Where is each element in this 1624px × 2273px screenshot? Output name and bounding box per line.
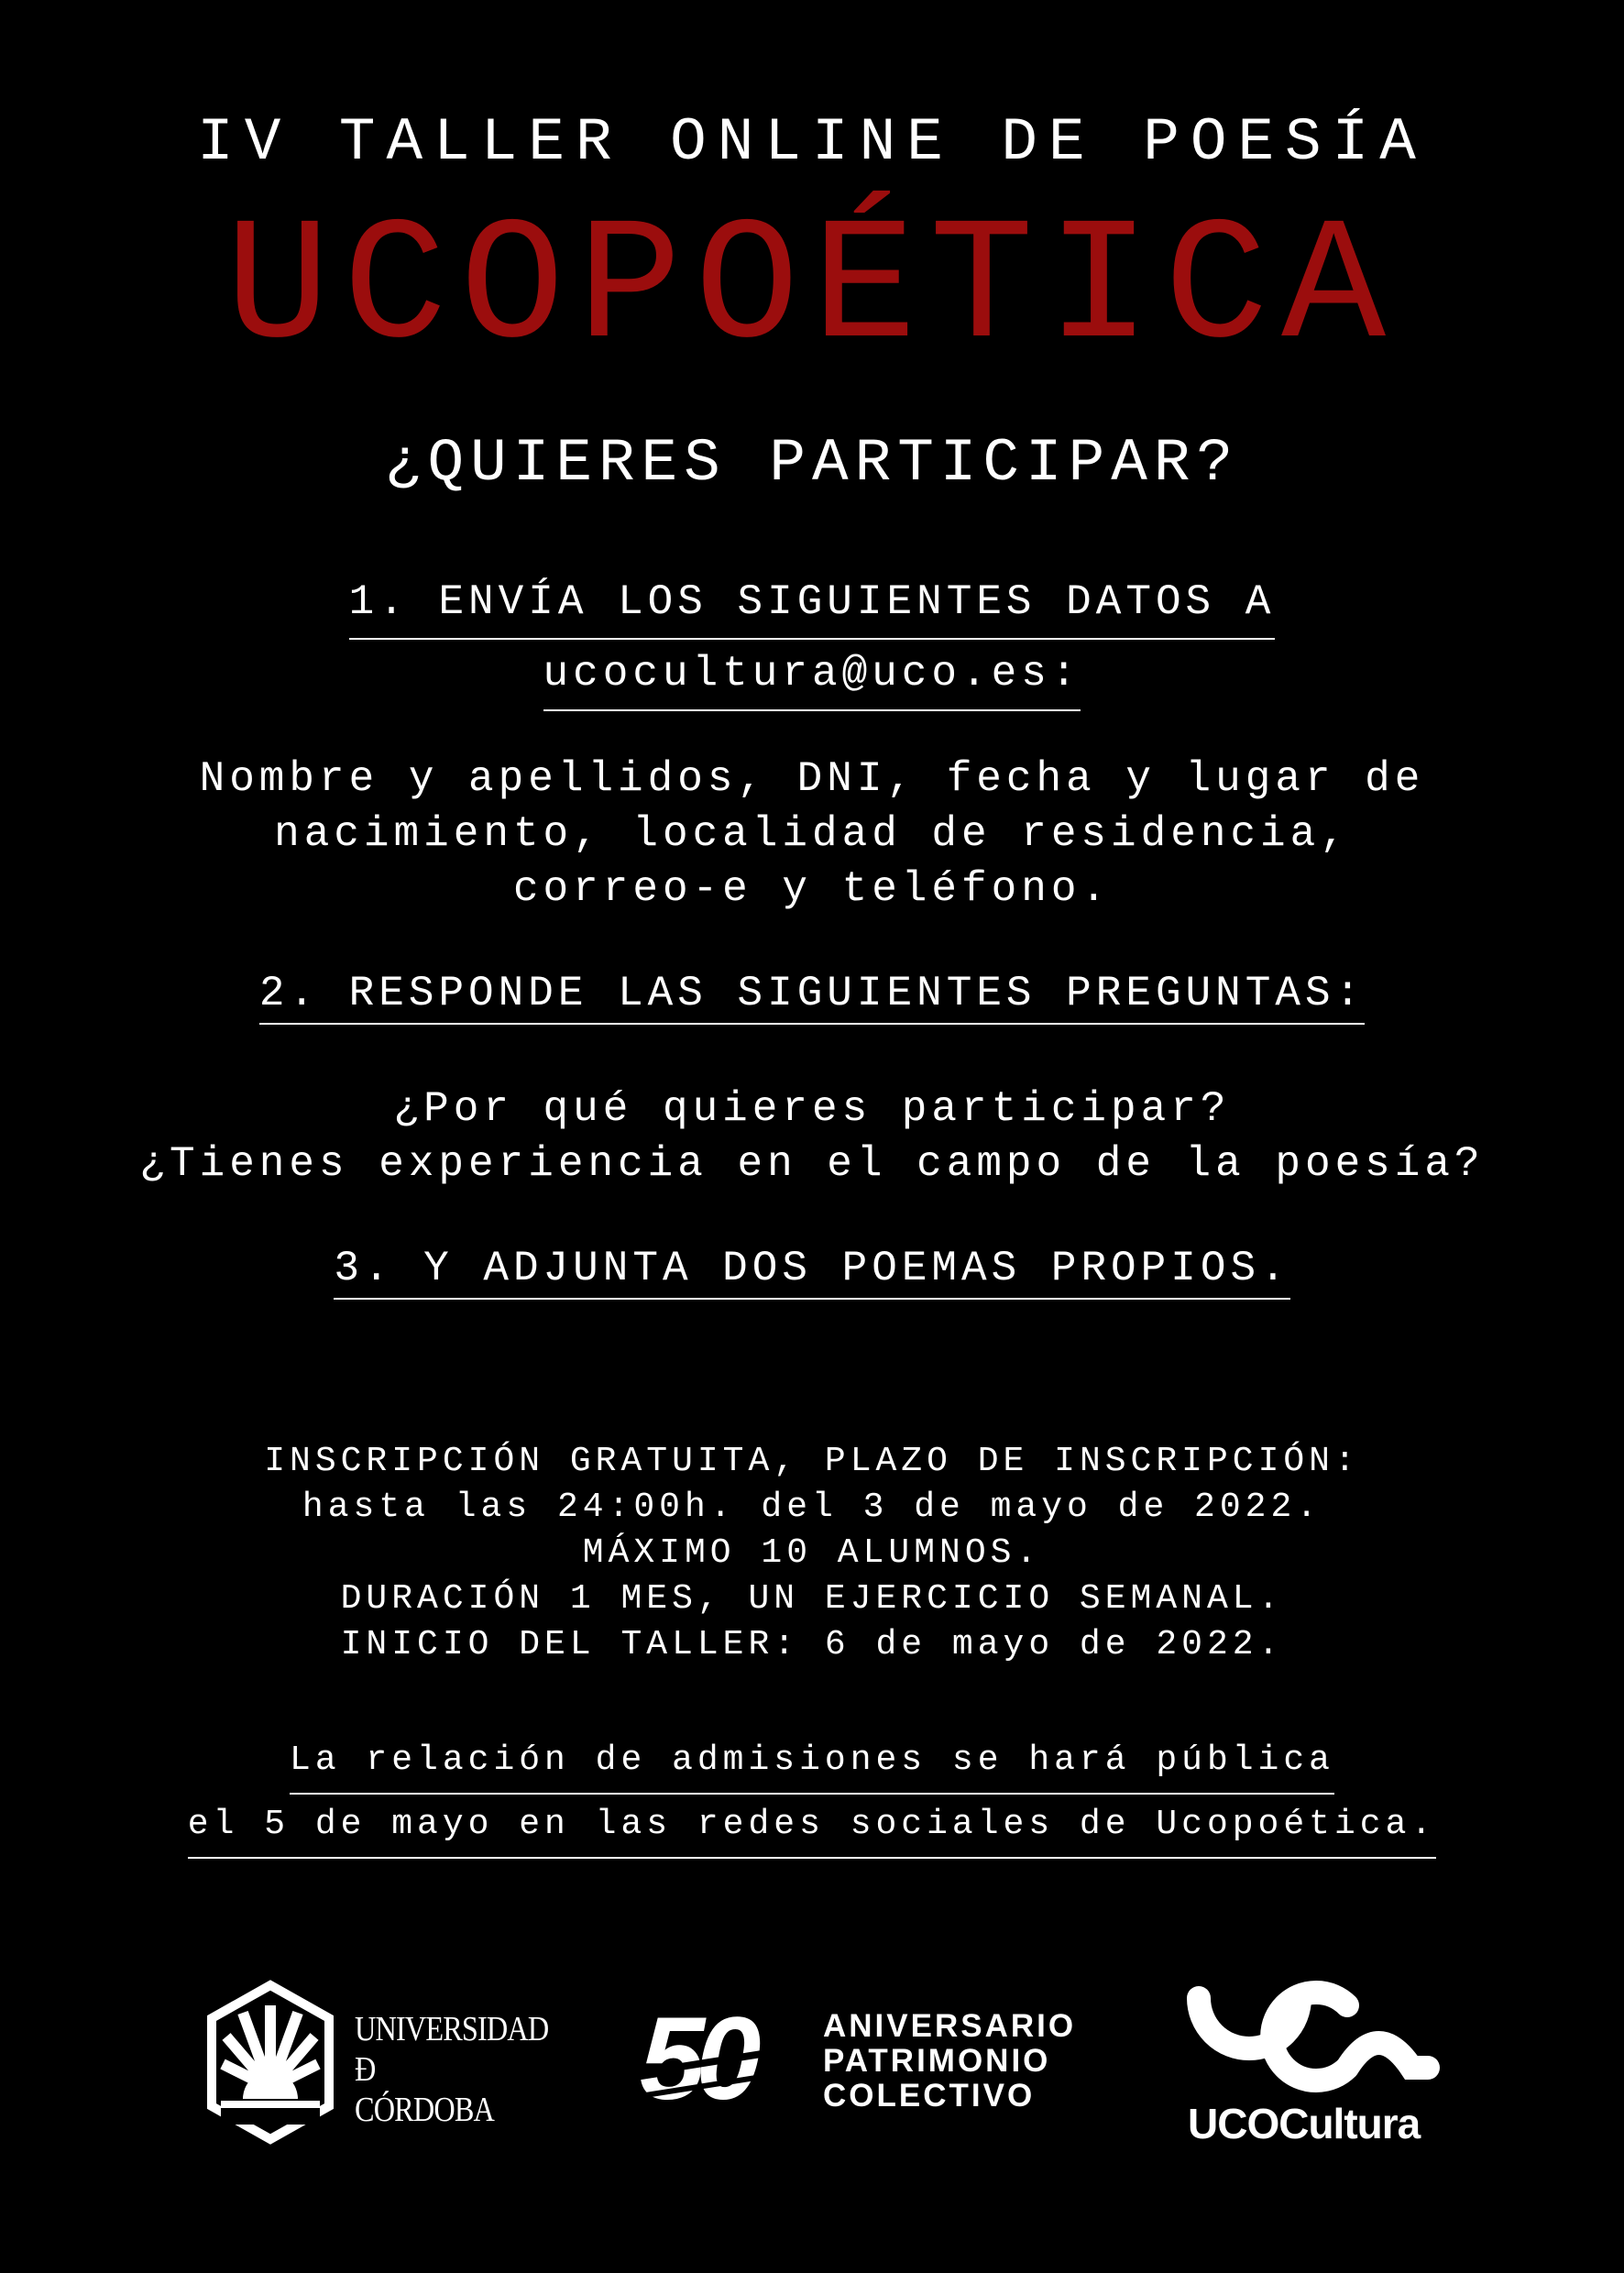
step-1-heading-line: 1. ENVÍA LOS SIGUIENTES DATOS A <box>349 568 1276 640</box>
event-subtitle: IV TALLER ONLINE DE POESÍA <box>197 108 1427 177</box>
aniversario-line: COLECTIVO <box>823 2078 1036 2114</box>
fifty-number: 50 <box>640 2005 752 2115</box>
step-1-body-line: Nombre y apellidos, DNI, fecha y lugar de <box>199 755 1425 803</box>
info-line: DURACIÓN 1 MES, UN EJERCICIO SEMANAL. <box>340 1579 1284 1619</box>
admissions-line: La relación de admisiones se hará pública <box>290 1730 1334 1795</box>
contact-email[interactable]: ucocultura@uco.es: <box>543 640 1081 711</box>
ucocultura-wordmark: UCOCultura <box>1188 2100 1421 2147</box>
uco-logo-text <box>355 2009 548 2130</box>
step-3-heading-text: 3. Y ADJUNTA DOS POEMAS PROPIOS. <box>334 1245 1289 1300</box>
step-2-question: ¿Por qué quieres participar? <box>393 1085 1231 1133</box>
aniversario-line: PATRIMONIO <box>823 2043 1051 2079</box>
uco-logo-line: CÓRDOBA <box>355 2091 494 2129</box>
uco-logo-line: Ɖ <box>355 2050 376 2089</box>
registration-info <box>0 1439 1624 1668</box>
admissions-notice <box>0 1730 1624 1859</box>
info-line: hasta las 24:00h. del 3 de mayo de 2022. <box>302 1488 1322 1527</box>
aniversario-logo <box>640 2005 1077 2115</box>
admissions-line: el 5 de mayo en las redes sociales de Ucopoética. <box>188 1795 1436 1859</box>
step-2-heading <box>0 970 1624 1025</box>
step-1-body-line: correo-e y teléfono. <box>512 865 1112 913</box>
aniversario-text <box>823 2009 1076 2114</box>
step-1-body-line: nacimiento, localidad de residencia, <box>274 810 1350 858</box>
event-title: UCOPOÉTICA <box>225 192 1399 389</box>
step-1-heading <box>0 568 1624 711</box>
uco-logo-line: UNIVERSIDAD <box>355 2010 549 2048</box>
uco-shield-icon <box>206 1980 335 2145</box>
step-1-body <box>0 752 1624 917</box>
aniversario-line: ANIVERSARIO <box>823 2008 1077 2044</box>
step-2-question: ¿Tienes experiencia en el campo de la poesía? <box>139 1140 1485 1188</box>
universidad-cordoba-logo <box>206 1980 549 2154</box>
info-line: INSCRIPCIÓN GRATUITA, PLAZO DE INSCRIPCIÓN: <box>264 1442 1360 1481</box>
step-2-body <box>0 1082 1624 1191</box>
ucocultura-logo <box>1182 1980 1457 2145</box>
step-2-heading-text: 2. RESPONDE LAS SIGUIENTES PREGUNTAS: <box>259 970 1365 1025</box>
participation-question: ¿QUIERES PARTICIPAR? <box>384 429 1240 498</box>
info-line: MÁXIMO 10 ALUMNOS. <box>582 1533 1042 1573</box>
ucocultura-wave-icon <box>1182 1980 1448 2099</box>
fifty-mark-icon <box>640 2005 814 2115</box>
step-3-heading <box>0 1245 1624 1300</box>
info-line: INICIO DEL TALLER: 6 de mayo de 2022. <box>340 1625 1284 1664</box>
